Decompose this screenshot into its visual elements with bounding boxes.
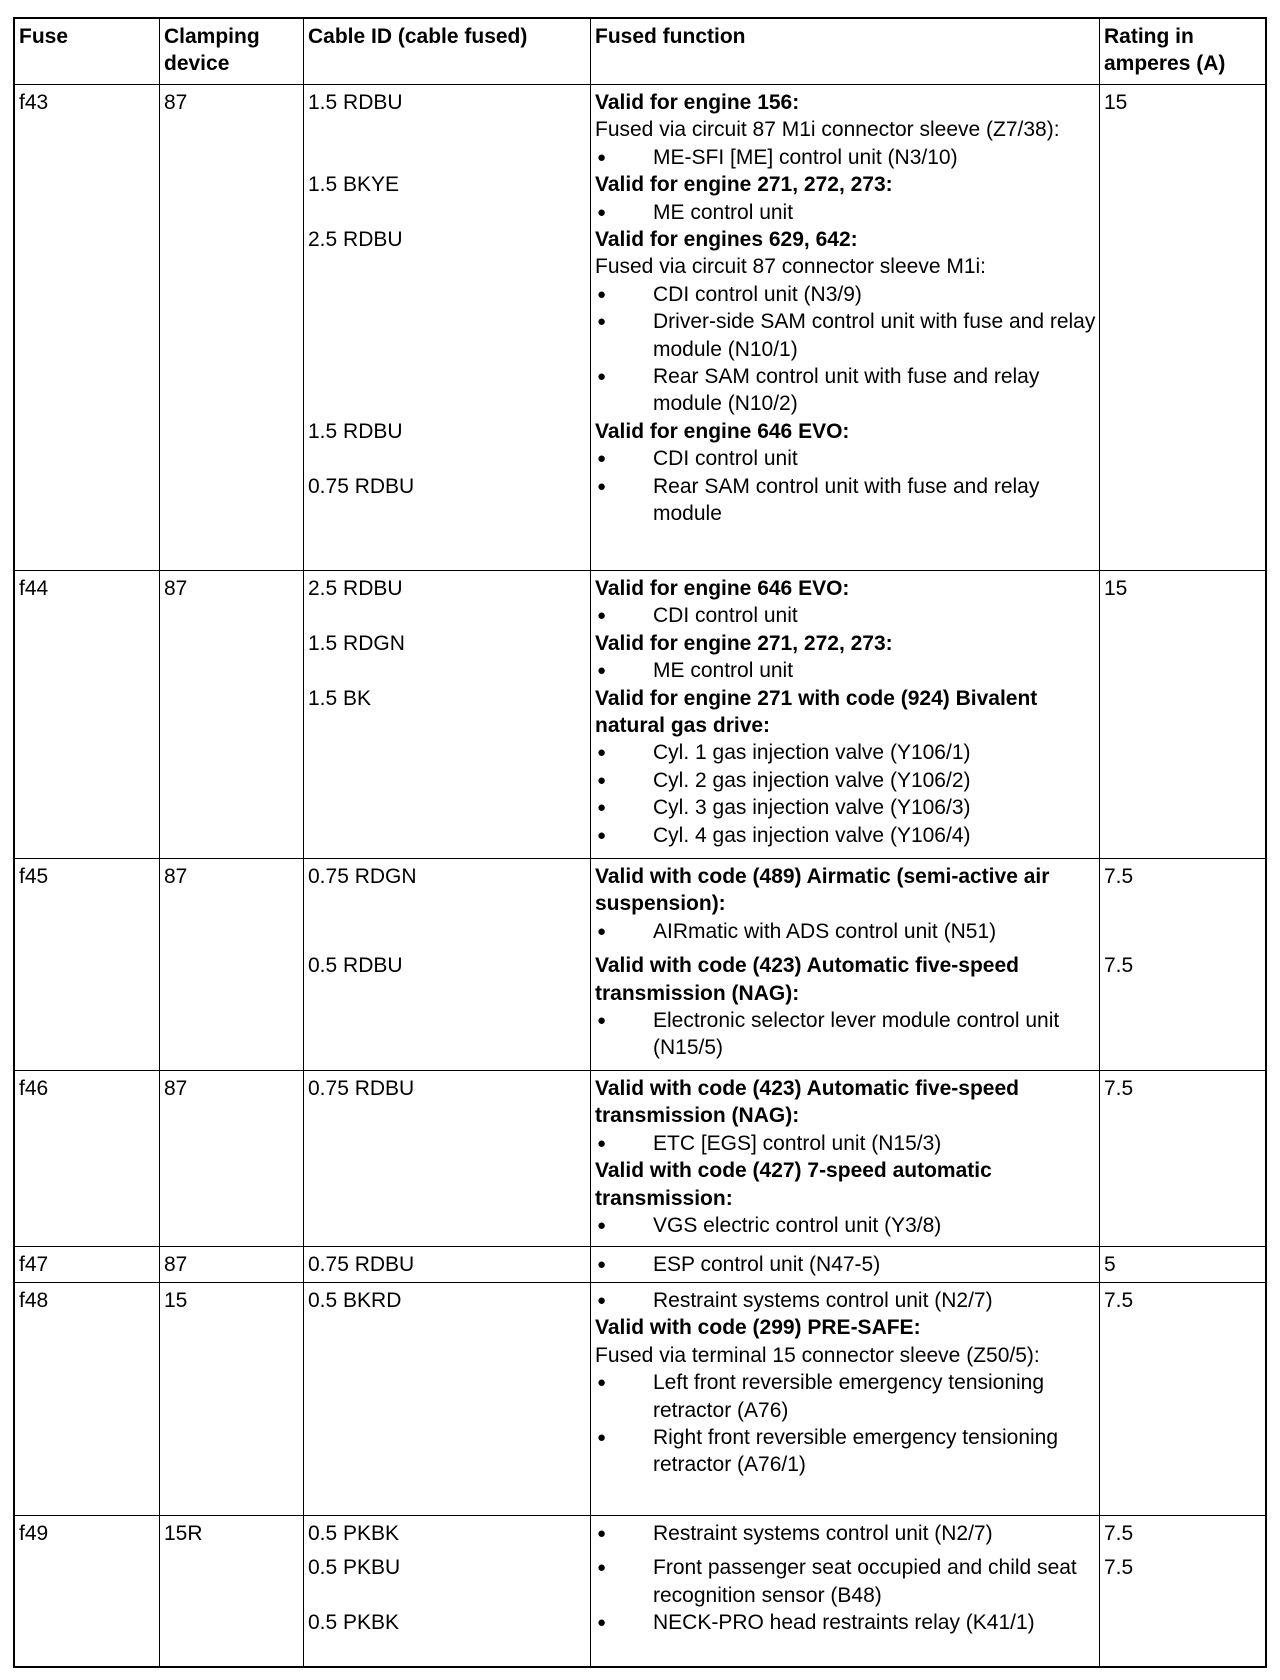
fused-function-cell [591, 863, 1100, 945]
function-text: CDI control unit [653, 447, 798, 471]
function-text: Restraint systems control unit (N2/7) [653, 1522, 993, 1545]
fused-function-cell [591, 89, 1100, 171]
cable-group-list [304, 1283, 1265, 1515]
validity-heading [595, 575, 1096, 602]
fuse-cell: f43 [19, 91, 49, 114]
column-divider [159, 19, 160, 1666]
bullet-icon: ● [597, 1559, 607, 1577]
bullet-item [595, 1287, 1096, 1314]
clamping-device-cell: 15 [164, 1289, 188, 1312]
table-row [15, 1071, 1265, 1247]
bullet-item [595, 1251, 1096, 1278]
header-clamping-device: Clamping device [164, 25, 260, 75]
bullet-item [595, 308, 1096, 363]
cable-group [304, 418, 1265, 473]
bullet-item [595, 1520, 1096, 1547]
bullet-item [595, 739, 1096, 766]
fused-function-cell [591, 630, 1100, 685]
cable-id-cell: 0.75 RDBU [308, 1253, 415, 1276]
column-divider [303, 19, 304, 1666]
bullet-icon: ● [597, 826, 607, 844]
fuse-cell: f48 [19, 1289, 49, 1312]
cable-group [304, 1251, 1265, 1278]
function-text: Rear SAM control unit with fuse and relay module [653, 474, 1040, 526]
cable-group [304, 171, 1265, 226]
bullet-icon: ● [597, 799, 607, 817]
rating-cell: 7.5 [1104, 1556, 1134, 1580]
function-text: Valid for engine 271 with code (924) Bivalent natural gas drive: [595, 686, 1038, 738]
clamping-device-cell: 87 [164, 865, 188, 888]
function-text: Right front reversible emergency tensioning retractor (A76/1) [653, 1426, 1059, 1477]
bullet-item [595, 1424, 1096, 1479]
column-divider [1099, 19, 1100, 1666]
clamping-device-cell: 15R [164, 1522, 203, 1545]
bullet-item [595, 1369, 1096, 1424]
bullet-icon: ● [597, 744, 607, 762]
cable-group [304, 1609, 1265, 1636]
cable-id-cell: 0.5 PKBK [308, 1611, 400, 1635]
function-text: Valid with code (423) Automatic five-speed transmission (NAG): [595, 954, 1019, 1005]
cable-id-cell: 1.5 RDBU [308, 419, 403, 443]
cable-id-cell: 0.5 BKRD [308, 1289, 402, 1312]
cable-group-list [304, 85, 1265, 570]
cable-id-cell: 0.75 RDBU [308, 474, 415, 498]
fused-function-cell [591, 1287, 1100, 1479]
rating-cell: 5 [1104, 1253, 1116, 1276]
function-text: Fused via terminal 15 connector sleeve (Z50/5): [595, 1343, 1040, 1367]
bullet-icon: ● [597, 1256, 607, 1273]
function-text: Front passenger seat occupied and child seat recognition sensor (B48) [653, 1556, 1077, 1607]
bullet-item [595, 144, 1096, 171]
clamping-device-cell: 87 [164, 91, 188, 114]
fused-function-cell [591, 171, 1100, 226]
table-row [15, 85, 1265, 571]
rating-cell: 15 [1104, 91, 1128, 114]
cable-group [304, 630, 1265, 685]
function-note [595, 253, 1096, 280]
validity-heading [595, 418, 1096, 445]
rating-cell: 7.5 [1104, 1289, 1134, 1312]
header-cable-id: Cable ID (cable fused) [308, 25, 528, 48]
fused-function-cell [591, 685, 1100, 849]
bullet-icon: ● [597, 1292, 607, 1309]
validity-heading [595, 630, 1096, 657]
bullet-icon: ● [597, 285, 607, 303]
cable-group [304, 575, 1265, 630]
fused-function-cell [591, 473, 1100, 528]
bullet-item [595, 1130, 1096, 1157]
fused-function-cell [591, 1251, 1100, 1278]
bullet-item [595, 767, 1096, 794]
bullet-icon: ● [597, 1429, 607, 1447]
bullet-item [595, 363, 1096, 418]
cable-id-cell: 0.75 RDBU [308, 1077, 415, 1100]
rating-cell [1100, 1609, 1265, 1636]
fuse-cell: f44 [19, 577, 49, 600]
header-fused-function: Fused function [595, 25, 746, 48]
validity-heading [595, 226, 1096, 253]
validity-heading [595, 171, 1096, 198]
function-text: Cyl. 1 gas injection valve (Y106/1) [653, 741, 971, 765]
function-text: AIRmatic with ADS control unit (N51) [653, 919, 997, 943]
fuse-cell: f47 [19, 1253, 49, 1276]
table-header [15, 19, 1265, 85]
fused-function-cell [591, 418, 1100, 473]
validity-heading [595, 1157, 1096, 1212]
rating-cell: 7.5 [1104, 865, 1134, 888]
bullet-item [595, 657, 1096, 684]
function-text: Cyl. 4 gas injection valve (Y106/4) [653, 823, 971, 847]
bullet-item [595, 199, 1096, 226]
bullet-icon: ● [597, 1614, 607, 1632]
cable-group-list [304, 1071, 1265, 1246]
function-text: Driver-side SAM control unit with fuse and relay module (N10/1) [653, 310, 1096, 361]
bullet-icon: ● [597, 1012, 607, 1030]
bullet-icon: ● [597, 313, 607, 331]
column-divider [590, 19, 591, 1666]
validity-heading [595, 1075, 1096, 1130]
function-text: VGS electric control unit (Y3/8) [653, 1214, 942, 1238]
function-text: Restraint systems control unit (N2/7) [653, 1289, 993, 1312]
cable-id-cell: 2.5 RDBU [308, 577, 403, 600]
cable-id-cell: 0.5 PKBU [308, 1556, 401, 1580]
cable-group [304, 1287, 1265, 1479]
bullet-item [595, 918, 1096, 945]
cable-id-cell: 1.5 RDGN [308, 631, 405, 655]
rating-cell [1100, 685, 1265, 849]
cable-group [304, 89, 1265, 171]
cable-group-list [304, 1516, 1265, 1666]
bullet-item [595, 1554, 1096, 1609]
cable-group-list [304, 859, 1265, 1070]
clamping-device-cell: 87 [164, 577, 188, 600]
function-text: NECK-PRO head restraints relay (K41/1) [653, 1611, 1035, 1635]
fused-function-cell [591, 1609, 1100, 1636]
function-text: Valid for engine 646 EVO: [595, 419, 850, 443]
cable-group [304, 685, 1265, 849]
cable-group [304, 1554, 1265, 1609]
function-text: ETC [EGS] control unit (N15/3) [653, 1131, 942, 1155]
bullet-icon: ● [597, 477, 607, 495]
cable-id-cell: 2.5 RDBU [308, 228, 403, 252]
function-text: Electronic selector lever module control unit (N15/5) [653, 1009, 1060, 1060]
bullet-item [595, 1007, 1096, 1062]
header-fuse: Fuse [19, 25, 69, 48]
bullet-item [595, 445, 1096, 472]
bullet-icon: ● [597, 368, 607, 386]
cable-group [304, 473, 1265, 528]
function-note [595, 1342, 1096, 1369]
function-text: Valid with code (299) PRE-SAFE: [595, 1316, 921, 1340]
function-text: Valid for engines 629, 642: [595, 228, 858, 252]
fuse-cell: f46 [19, 1077, 49, 1100]
fused-function-cell [591, 575, 1100, 630]
function-text: Valid with code (489) Airmatic (semi-active air suspension): [595, 865, 1050, 916]
cable-group [304, 952, 1265, 1062]
clamping-device-cell: 87 [164, 1077, 188, 1100]
function-text: Valid for engine 271, 272, 273: [595, 631, 893, 655]
validity-heading [595, 685, 1096, 740]
rating-cell: 15 [1104, 577, 1128, 600]
function-text: ESP control unit (N47-5) [653, 1253, 881, 1276]
rating-cell: 7.5 [1104, 954, 1134, 978]
bullet-item [595, 602, 1096, 629]
clamping-device-cell: 87 [164, 1253, 188, 1276]
cable-group [304, 1075, 1265, 1239]
function-text: CDI control unit (N3/9) [653, 282, 862, 306]
rating-cell [1100, 473, 1265, 528]
function-text: ME-SFI [ME] control unit (N3/10) [653, 145, 958, 169]
function-text: ME control unit [653, 659, 794, 683]
bullet-icon: ● [597, 148, 607, 166]
fuse-cell: f45 [19, 865, 49, 888]
function-note [595, 116, 1096, 143]
cable-group [304, 226, 1265, 418]
fuse-cell: f49 [19, 1522, 49, 1545]
bullet-icon: ● [597, 1525, 607, 1542]
function-text: CDI control unit [653, 604, 798, 628]
function-text: Valid for engine 156: [595, 91, 800, 114]
function-text: Cyl. 3 gas injection valve (Y106/3) [653, 796, 971, 820]
fused-function-cell [591, 952, 1100, 1062]
function-text: Fused via circuit 87 M1i connector sleeve (Z7/38): [595, 118, 1060, 142]
cable-id-cell: 1.5 BKYE [308, 173, 400, 197]
bullet-item [595, 794, 1096, 821]
validity-heading [595, 863, 1096, 918]
bullet-item [595, 281, 1096, 308]
bullet-icon: ● [597, 771, 607, 789]
fused-function-cell [591, 1554, 1100, 1609]
bullet-item [595, 1212, 1096, 1239]
bullet-icon: ● [597, 1374, 607, 1392]
validity-heading [595, 952, 1096, 1007]
table-row [15, 859, 1265, 1071]
table-body [15, 85, 1265, 1666]
function-text: Valid for engine 271, 272, 273: [595, 173, 893, 197]
bullet-icon: ● [597, 1217, 607, 1235]
rating-cell [1100, 171, 1265, 226]
function-text: Cyl. 2 gas injection valve (Y106/2) [653, 768, 971, 792]
function-text: Valid for engine 646 EVO: [595, 577, 850, 600]
function-text: Valid with code (427) 7-speed automatic transmission: [595, 1159, 992, 1210]
cable-group-list [304, 571, 1265, 858]
function-text: ME control unit [653, 200, 794, 224]
cable-id-cell: 1.5 RDBU [308, 91, 403, 114]
function-text: Rear SAM control unit with fuse and relay module (N10/2) [653, 365, 1040, 416]
cable-id-cell: 0.5 RDBU [308, 954, 403, 978]
fuse-table [13, 17, 1267, 1668]
cable-group [304, 863, 1265, 945]
bullet-item [595, 1609, 1096, 1636]
bullet-icon: ● [597, 662, 607, 680]
bullet-icon: ● [597, 922, 607, 940]
fused-function-cell [591, 226, 1100, 418]
fused-function-cell [591, 1075, 1100, 1239]
table-row [15, 571, 1265, 859]
bullet-icon: ● [597, 450, 607, 468]
bullet-item [595, 822, 1096, 849]
function-text: Valid with code (423) Automatic five-speed transmission (NAG): [595, 1077, 1019, 1128]
header-rating: Rating in amperes (A) [1104, 25, 1226, 75]
cable-group-list [304, 1247, 1265, 1282]
bullet-icon: ● [597, 1134, 607, 1152]
table-row [15, 1283, 1265, 1516]
function-text: Fused via circuit 87 connector sleeve M1i: [595, 255, 987, 279]
rating-cell: 7.5 [1104, 1077, 1134, 1100]
rating-cell [1100, 418, 1265, 473]
bullet-icon: ● [597, 203, 607, 221]
bullet-item [595, 473, 1096, 528]
cable-id-cell: 1.5 BK [308, 686, 372, 710]
cable-id-cell: 0.75 RDGN [308, 865, 417, 888]
fused-function-cell [591, 1520, 1100, 1547]
validity-heading [595, 1314, 1096, 1341]
cable-id-cell: 0.5 PKBK [308, 1522, 400, 1545]
validity-heading [595, 89, 1096, 116]
table-row [15, 1247, 1265, 1283]
function-text: Left front reversible emergency tensioning retractor (A76) [653, 1371, 1045, 1422]
rating-cell [1100, 630, 1265, 685]
cable-group [304, 1520, 1265, 1547]
bullet-icon: ● [597, 607, 607, 625]
table-row [15, 1516, 1265, 1666]
rating-cell [1100, 226, 1265, 418]
rating-cell: 7.5 [1104, 1522, 1134, 1545]
